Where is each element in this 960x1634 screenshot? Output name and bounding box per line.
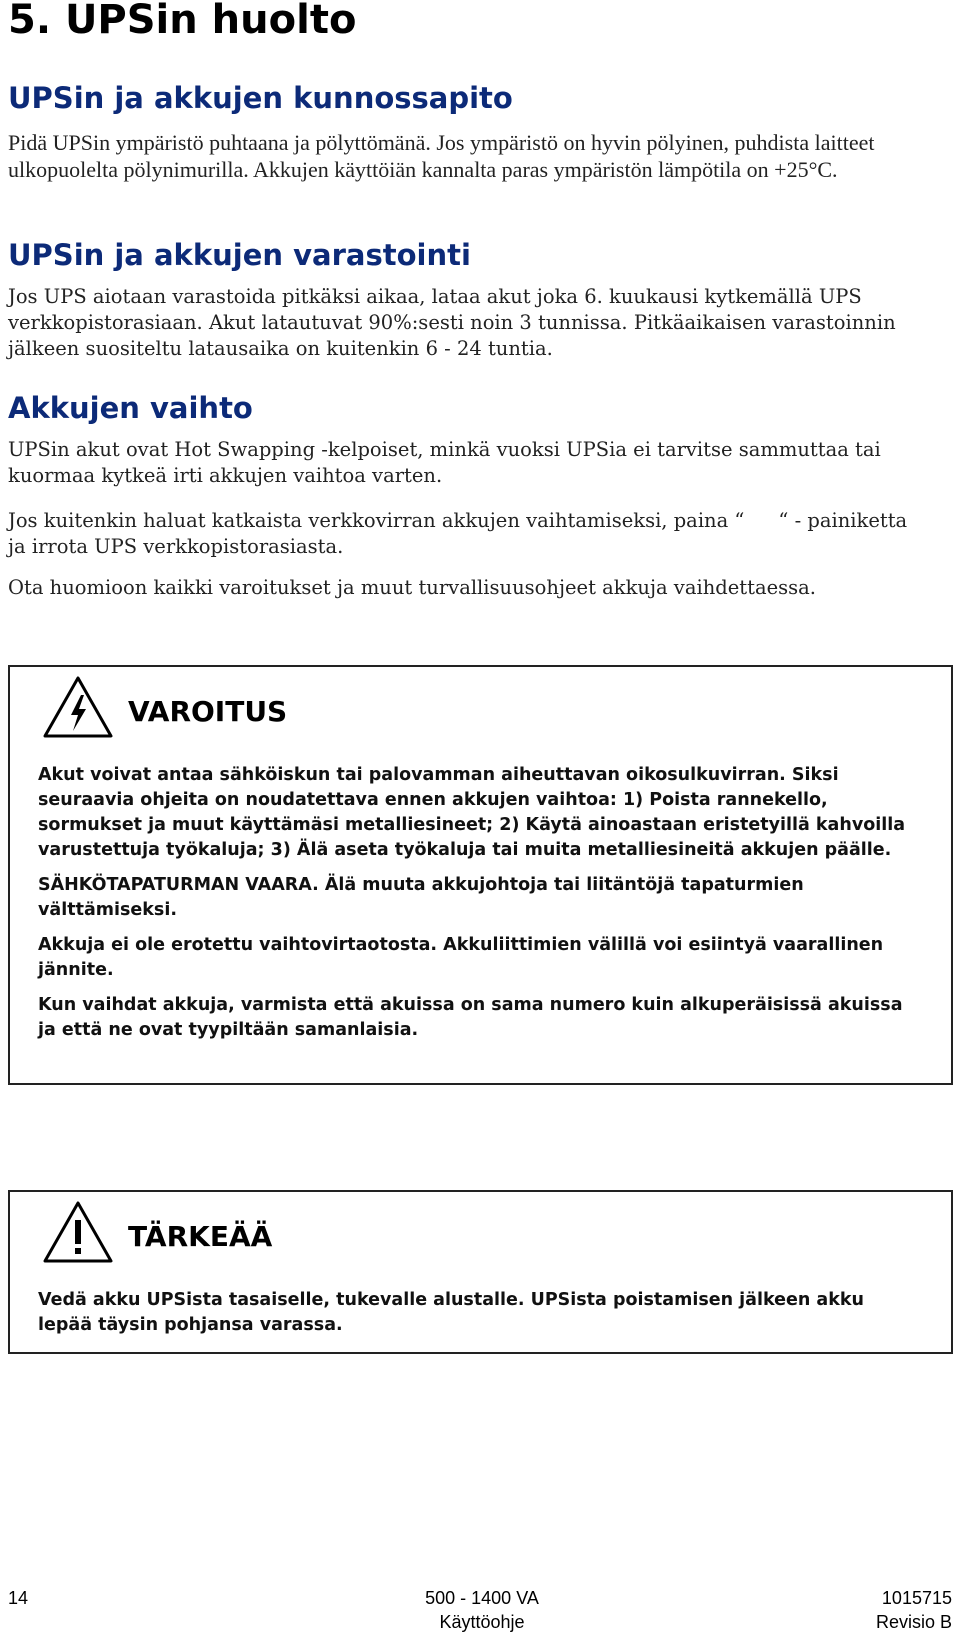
section-heading-storage: UPSin ja akkujen varastointi xyxy=(8,238,471,272)
hot-swap-paragraph: UPSin akut ovat Hot Swapping -kelpoiset, minkä vuoksi UPSia ei tarvitse sammuttaa tai kuormaa kytkeä irti akkujen vaihtoa varten. xyxy=(8,438,881,487)
maintenance-paragraph: Pidä UPSin ympäristö puhtaana ja pölyttömänä. Jos ympäristö on hyvin pölyinen, puhdista laitteet ulkopuolelta pölynimurilla. Akkujen käyttöiän kannalta paras ympäristön lämpötila on +25°C. xyxy=(8,130,875,182)
warning-paragraph-short-circuit: Akut voivat antaa sähköiskun tai palovamman aiheuttavan oikosulkuvirran. Siksi seuraavia ohjeita on noudatettava ennen akkujen vaihtoa: 1) Poista rannekello, sormukset ja muut käyttämäsi metalliesineet; 2) Käytä ainoastaan eristetyillä kahvoilla varustettuja työkaluja; 3) Älä aseta työkaluja tai muita metalliesineitä akkujen päälle. xyxy=(38,765,906,860)
warning-paragraph-electric-hazard: SÄHKÖTAPATURMAN VAARA. Älä muuta akkujohtoja tai liitäntöjä tapaturmien välttämiseksi. xyxy=(38,875,804,920)
warning-paragraph-isolation: Akkuja ei ole erotettu vaihtovirtaotosta. Akkuliittimien välillä voi esiintyä vaarallinen jännite. xyxy=(38,935,884,980)
footer-right xyxy=(876,1586,952,1634)
revision: Revisio B xyxy=(875,1612,952,1632)
important-box-body xyxy=(38,1288,918,1348)
warning-paragraph-battery-match: Kun vaihdat akkuja, varmista että akuissa on sama numero kuin alkuperäisissä akuissa ja että ne ovat tyypiltään samanlaisia. xyxy=(38,995,903,1040)
warning-box xyxy=(8,665,953,1085)
page-title: 5. UPSin huolto xyxy=(8,0,357,43)
warning-box-body xyxy=(38,763,918,1053)
doc-number: 1015715 xyxy=(881,1588,952,1608)
exclamation-warning-icon xyxy=(42,1200,114,1264)
footer-center xyxy=(392,1586,572,1634)
doc-type: Käyttöohje xyxy=(439,1612,525,1632)
model-range: 500 - 1400 VA xyxy=(425,1588,539,1608)
page-number: 14 xyxy=(8,1588,29,1608)
disconnect-paragraph xyxy=(8,508,928,560)
electric-shock-warning-icon xyxy=(42,675,114,739)
section-heading-battery-replacement: Akkujen vaihto xyxy=(8,391,253,425)
disconnect-text-end: “ - painiketta ja irrota UPS verkkopistorasiasta. xyxy=(8,509,908,558)
safety-note-paragraph: Ota huomioon kaikki varoitukset ja muut turvallisuusohjeet akkuja vaihdettaessa. xyxy=(8,576,816,599)
important-title: TÄRKEÄÄ xyxy=(128,1220,273,1253)
disconnect-text-start: Jos kuitenkin haluat katkaista verkkovirran akkujen vaihtamiseksi, paina “ xyxy=(8,509,745,532)
storage-paragraph: Jos UPS aiotaan varastoida pitkäksi aikaa, lataa akut joka 6. kuukausi kytkemällä UPS verkkopistorasiaan. Akut latautuvat 90%:sesti noin 3 tunnissa. Pitkäaikaisen varastoinnin jälkeen suositeltu latausaika on kuitenkin 6 - 24 tuntia. xyxy=(8,285,896,360)
important-paragraph: Vedä akku UPSista tasaiselle, tukevalle alustalle. UPSista poistamisen jälkeen akku lepää täysin pohjansa varassa. xyxy=(38,1290,864,1335)
warning-title: VAROITUS xyxy=(128,695,288,728)
footer-left xyxy=(8,1586,28,1610)
section-heading-maintenance: UPSin ja akkujen kunnossapito xyxy=(8,81,513,115)
important-box xyxy=(8,1190,953,1354)
